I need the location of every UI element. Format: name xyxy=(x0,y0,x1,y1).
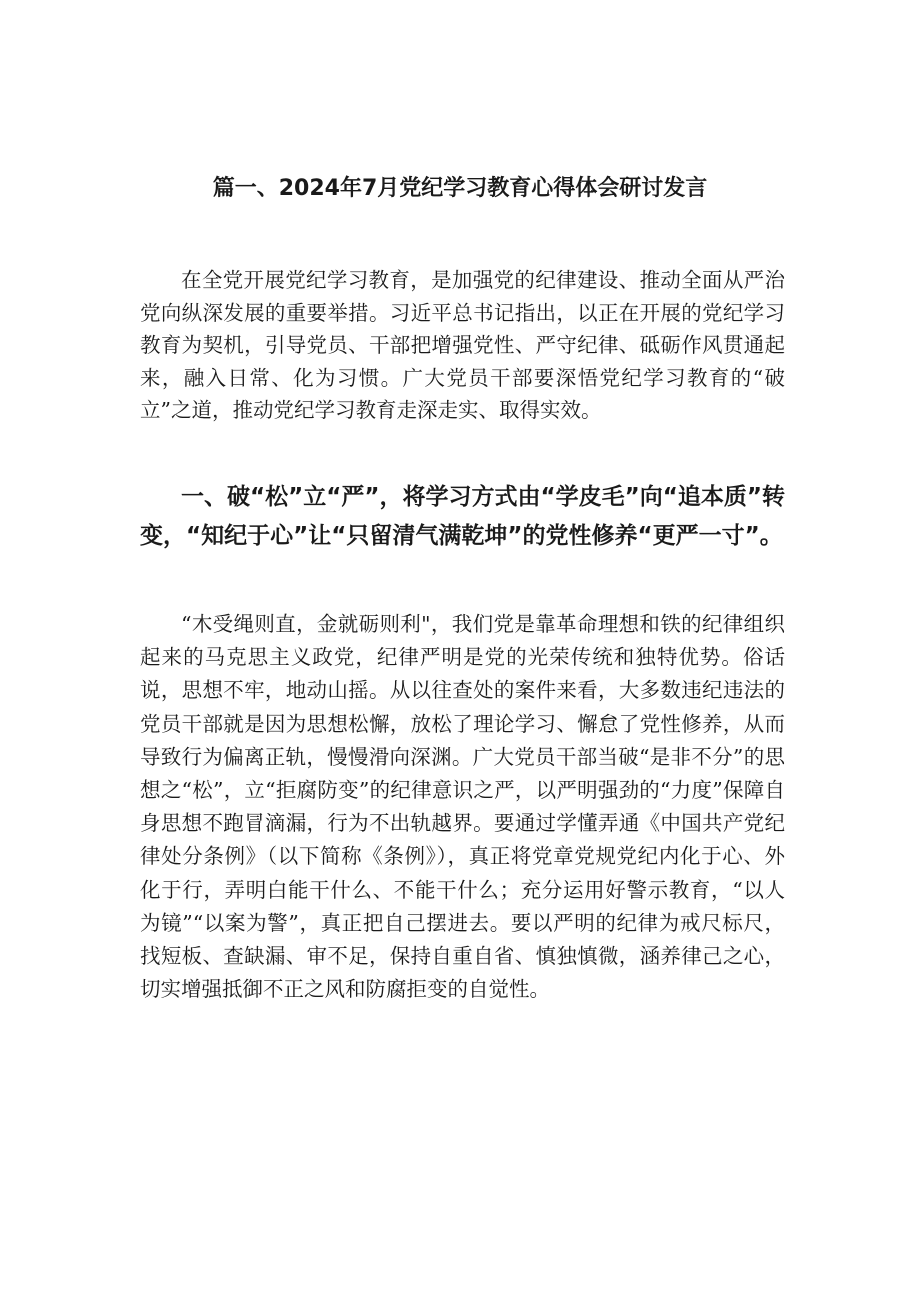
intro-paragraph: 在全党开展党纪学习教育，是加强党的纪律建设、推动全面从严治党向纵深发展的重要举措。习近平总书记指出，以正在开展的党纪学习教育为契机，引导党员、干部把增强党性、严守纪律、砥砺作风贯通起来，融入日常、化为习惯。广大党员干部要深悟党纪学习教育的“破立”之道，推动党纪学习教育走深走实、取得实效。 xyxy=(140,268,785,423)
section-1-heading: 一、破“松”立“严”，将学习方式由“学皮毛”向“追本质”转变，“知纪于心”让“只留清气满乾坤”的党性修养“更严一寸”。 xyxy=(140,484,785,549)
section-1-paragraph: “木受绳则直，金就砺则利"，我们党是靠革命理想和铁的纪律组织起来的马克思主义政党，纪律严明是党的光荣传统和独特优势。俗话说，思想不牢，地动山摇。从以往查处的案件来看，大多数违纪违法的党员干部就是因为思想松懈，放松了理论学习、懈怠了党性修养，从而导致行为偏离正轨，慢慢滑向深渊。广大党员干部当破“是非不分”的思想之“松”，立“拒腐防变”的纪律意识之严，以严明强劲的“力度”保障自身思想不跑冒滴漏，行为不出轨越界。要通过学懂弄通《中国共产党纪律处分条例》（以下简称《条例》），真正将党章党规党纪内化于心、外化于行，弄明白能干什么、不能干什么；充分运用好警示教育，“以人为镜”“以案为警”，真正把自己摆进去。要以严明的纪律为戒尺标尺，找短板、查缺漏、审不足，保持自重自省、慎独慎微，涵养律己之心，切实增强抵御不正之风和防腐拒变的自觉性。 xyxy=(140,612,785,1002)
document-title: 篇一、2024年7月党纪学习教育心得体会研讨发言 xyxy=(212,175,708,201)
